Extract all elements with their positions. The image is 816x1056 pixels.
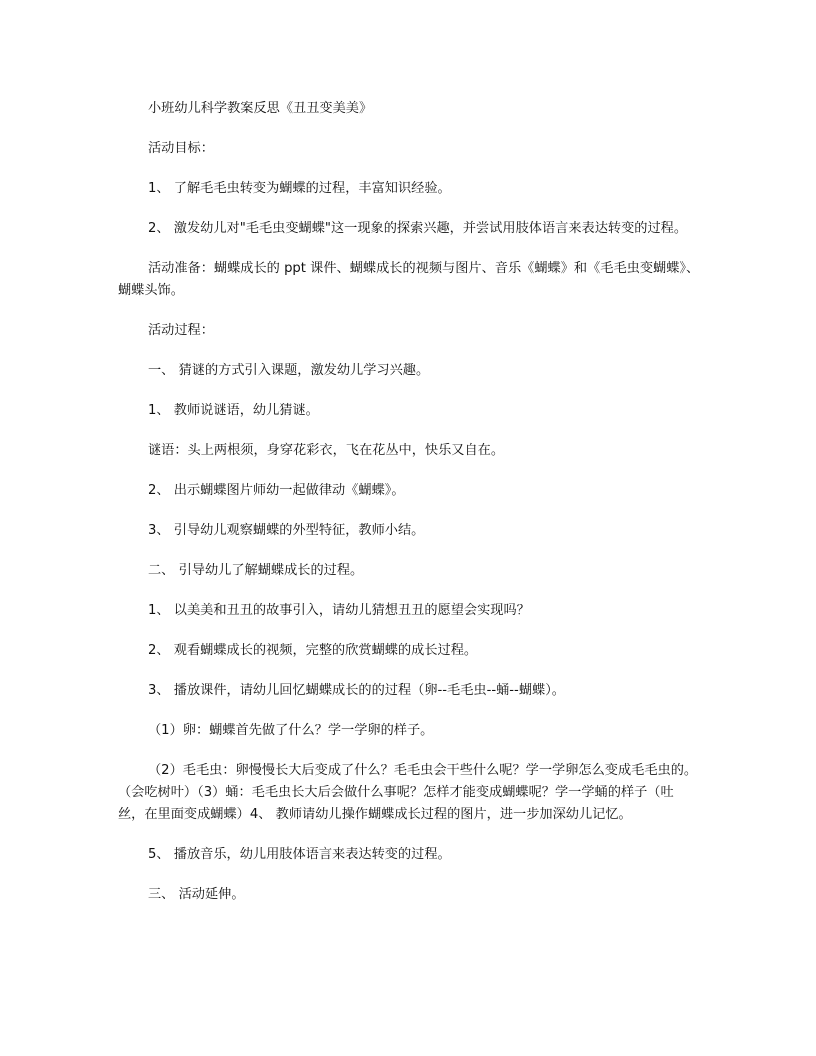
preparation-paragraph: 活动准备：蝴蝶成长的 ppt 课件、蝴蝶成长的视频与图片、音乐《蝴蝶》和《毛毛虫变蝴蝶》、蝴蝶头饰。 [118, 261, 700, 298]
process-step-1-1: 1、 教师说谜语，幼儿猜谜。 [148, 403, 319, 418]
process-step-1-2: 2、 出示蝴蝶图片师幼一起做律动《蝴蝶》。 [148, 483, 405, 498]
process-step-1-3: 3、 引导幼儿观察蝴蝶的外型特征，教师小结。 [148, 523, 425, 538]
riddle-text: 谜语：头上两根须，身穿花彩衣，飞在花丛中，快乐又自在。 [148, 443, 505, 458]
document-body [118, 98, 700, 924]
process-step-1: 一、 猜谜的方式引入课题，激发幼儿学习兴趣。 [148, 363, 430, 378]
document-title: 小班幼儿科学教案反思《丑丑变美美》 [148, 101, 373, 116]
substep-egg: （1）卵：蝴蝶首先做了什么？学一学卵的样子。 [148, 723, 434, 738]
goal-item-1: 1、 了解毛毛虫转变为蝴蝶的过程，丰富知识经验。 [148, 181, 451, 196]
process-step-2-5: 5、 播放音乐，幼儿用肢体语言来表达转变的过程。 [148, 847, 451, 862]
process-step-3: 三、 活动延伸。 [148, 887, 245, 902]
section-heading-process: 活动过程： [148, 323, 214, 338]
substep-caterpillar-pupa: （2）毛毛虫：卵慢慢长大后变成了什么？毛毛虫会干些什么呢？学一学卵怎么变成毛毛虫的。（会吃树叶）（3）蛹：毛毛虫长大后会做什么事呢？怎样才能变成蝴蝶呢？学一学蛹的样子（吐丝，在里面变成蝴蝶）4、 教师请幼儿操作蝴蝶成长过程的图片，进一步加深幼儿记忆。 [118, 763, 698, 822]
goal-item-2: 2、 激发幼儿对"毛毛虫变蝴蝶"这一现象的探索兴趣，并尝试用肢体语言来表达转变的过程。 [148, 221, 688, 236]
process-step-2-2: 2、 观看蝴蝶成长的视频，完整的欣赏蝴蝶的成长过程。 [148, 643, 478, 658]
process-step-2-3: 3、 播放课件，请幼儿回忆蝴蝶成长的的过程（卵--毛毛虫--蛹--蝴蝶）。 [148, 683, 565, 698]
process-step-2-1: 1、 以美美和丑丑的故事引入，请幼儿猜想丑丑的愿望会实现吗？ [148, 603, 530, 618]
section-heading-goals: 活动目标： [148, 141, 214, 156]
process-step-2: 二、 引导幼儿了解蝴蝶成长的过程。 [148, 563, 364, 578]
